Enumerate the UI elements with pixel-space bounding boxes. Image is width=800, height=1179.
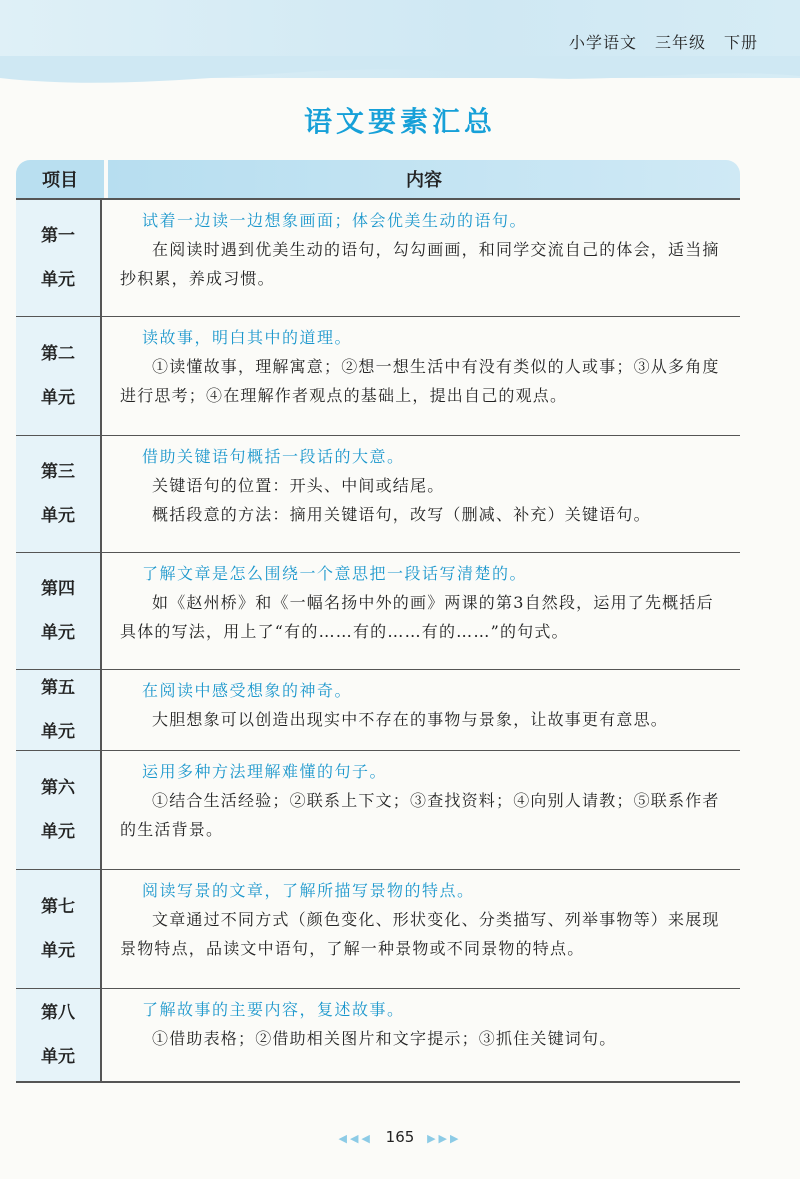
unit-goal: 了解文章是怎么围绕一个意思把一段话写清楚的。 — [142, 564, 528, 583]
table-row — [16, 989, 740, 1081]
page-title: 语文要素汇总 — [303, 105, 496, 138]
unit-number: 第七 — [41, 897, 75, 917]
unit-goal: 试着一边读一边想象画面；体会优美生动的语句。 — [142, 211, 528, 230]
content-cell — [102, 670, 740, 750]
content-cell — [102, 553, 740, 669]
unit-cell — [16, 870, 102, 988]
unit-goal: 了解故事的主要内容，复述故事。 — [142, 1000, 405, 1019]
table-row — [16, 200, 740, 317]
content-paragraph: 概括段意的方法：摘用关键语句，改写（删减、补充）关键语句。 — [152, 505, 651, 524]
column-header-content: 内容 — [108, 160, 740, 198]
content-paragraph: ①结合生活经验；②联系上下文；③查找资料；④向别人请教；⑤联系作者的生活背景。 — [120, 791, 720, 839]
content-cell — [102, 317, 740, 435]
table-header — [16, 160, 740, 198]
unit-number: 第四 — [41, 579, 75, 599]
unit-number: 第一 — [41, 226, 75, 246]
content-paragraph: 关键语句的位置：开头、中间或结尾。 — [152, 476, 445, 495]
unit-number: 第八 — [41, 1003, 75, 1023]
column-header-item: 项目 — [16, 160, 104, 198]
unit-goal: 借助关键语句概括一段话的大意。 — [142, 447, 405, 466]
unit-label: 单元 — [41, 270, 75, 290]
unit-goal: 读故事，明白其中的道理。 — [142, 328, 353, 347]
unit-label: 单元 — [41, 822, 75, 842]
unit-number: 第三 — [41, 462, 75, 482]
unit-cell — [16, 989, 102, 1081]
unit-cell — [16, 317, 102, 435]
content-paragraph: ①借助表格；②借助相关图片和文字提示；③抓住关键词句。 — [152, 1029, 617, 1048]
page-number: 165 — [385, 1128, 415, 1146]
content-cell — [102, 751, 740, 869]
content-paragraph: 大胆想象可以创造出现实中不存在的事物与景象，让故事更有意思。 — [152, 710, 669, 729]
unit-cell — [16, 670, 102, 750]
unit-cell — [16, 751, 102, 869]
header-volume: 下册 — [723, 33, 758, 52]
table-row — [16, 317, 740, 436]
unit-label: 单元 — [41, 506, 75, 526]
header-subject: 小学语文 — [568, 33, 637, 52]
content-cell — [102, 200, 740, 316]
unit-label: 单元 — [41, 623, 75, 643]
right-arrows-icon: ▶▶▶ — [427, 1132, 462, 1145]
summary-table — [16, 160, 740, 1083]
unit-number: 第六 — [41, 778, 75, 798]
header-wave-decoration — [0, 56, 800, 96]
unit-cell — [16, 553, 102, 669]
content-cell — [102, 436, 740, 552]
unit-label: 单元 — [41, 941, 75, 961]
unit-cell — [16, 200, 102, 316]
table-row — [16, 553, 740, 670]
content-paragraph: 文章通过不同方式（颜色变化、形状变化、分类描写、列举事物等）来展现景物特点，品读文中语句，了解一种景物或不同景物的特点。 — [120, 910, 720, 958]
unit-goal: 运用多种方法理解难懂的句子。 — [142, 762, 388, 781]
table-row — [16, 870, 740, 989]
unit-label: 单元 — [41, 388, 75, 408]
content-cell — [102, 989, 740, 1081]
content-paragraph: ①读懂故事，理解寓意；②想一想生活中有没有类似的人或事；③从多角度进行思考；④在理解作者观点的基础上，提出自己的观点。 — [120, 357, 720, 405]
page-footer — [0, 1128, 800, 1146]
unit-goal: 在阅读中感受想象的神奇。 — [142, 681, 353, 700]
left-arrows-icon: ◀◀◀ — [338, 1132, 373, 1145]
header-grade: 三年级 — [654, 33, 706, 52]
unit-label: 单元 — [41, 1047, 75, 1067]
header-course-info — [569, 30, 758, 53]
content-paragraph: 如《赵州桥》和《一幅名扬中外的画》两课的第3自然段，运用了先概括后具体的写法，用上了“有的……有的……有的……”的句式。 — [120, 593, 714, 641]
table-row — [16, 670, 740, 751]
content-paragraph: 在阅读时遇到优美生动的语句，勾勾画画，和同学交流自己的体会，适当摘抄积累，养成习惯。 — [120, 240, 720, 288]
unit-number: 第二 — [41, 344, 75, 364]
table-row — [16, 436, 740, 553]
content-cell — [102, 870, 740, 988]
unit-label: 单元 — [41, 722, 75, 742]
table-row — [16, 751, 740, 870]
unit-goal: 阅读写景的文章，了解所描写景物的特点。 — [142, 881, 475, 900]
unit-cell — [16, 436, 102, 552]
unit-number: 第五 — [41, 678, 75, 698]
table-body — [16, 198, 740, 1083]
